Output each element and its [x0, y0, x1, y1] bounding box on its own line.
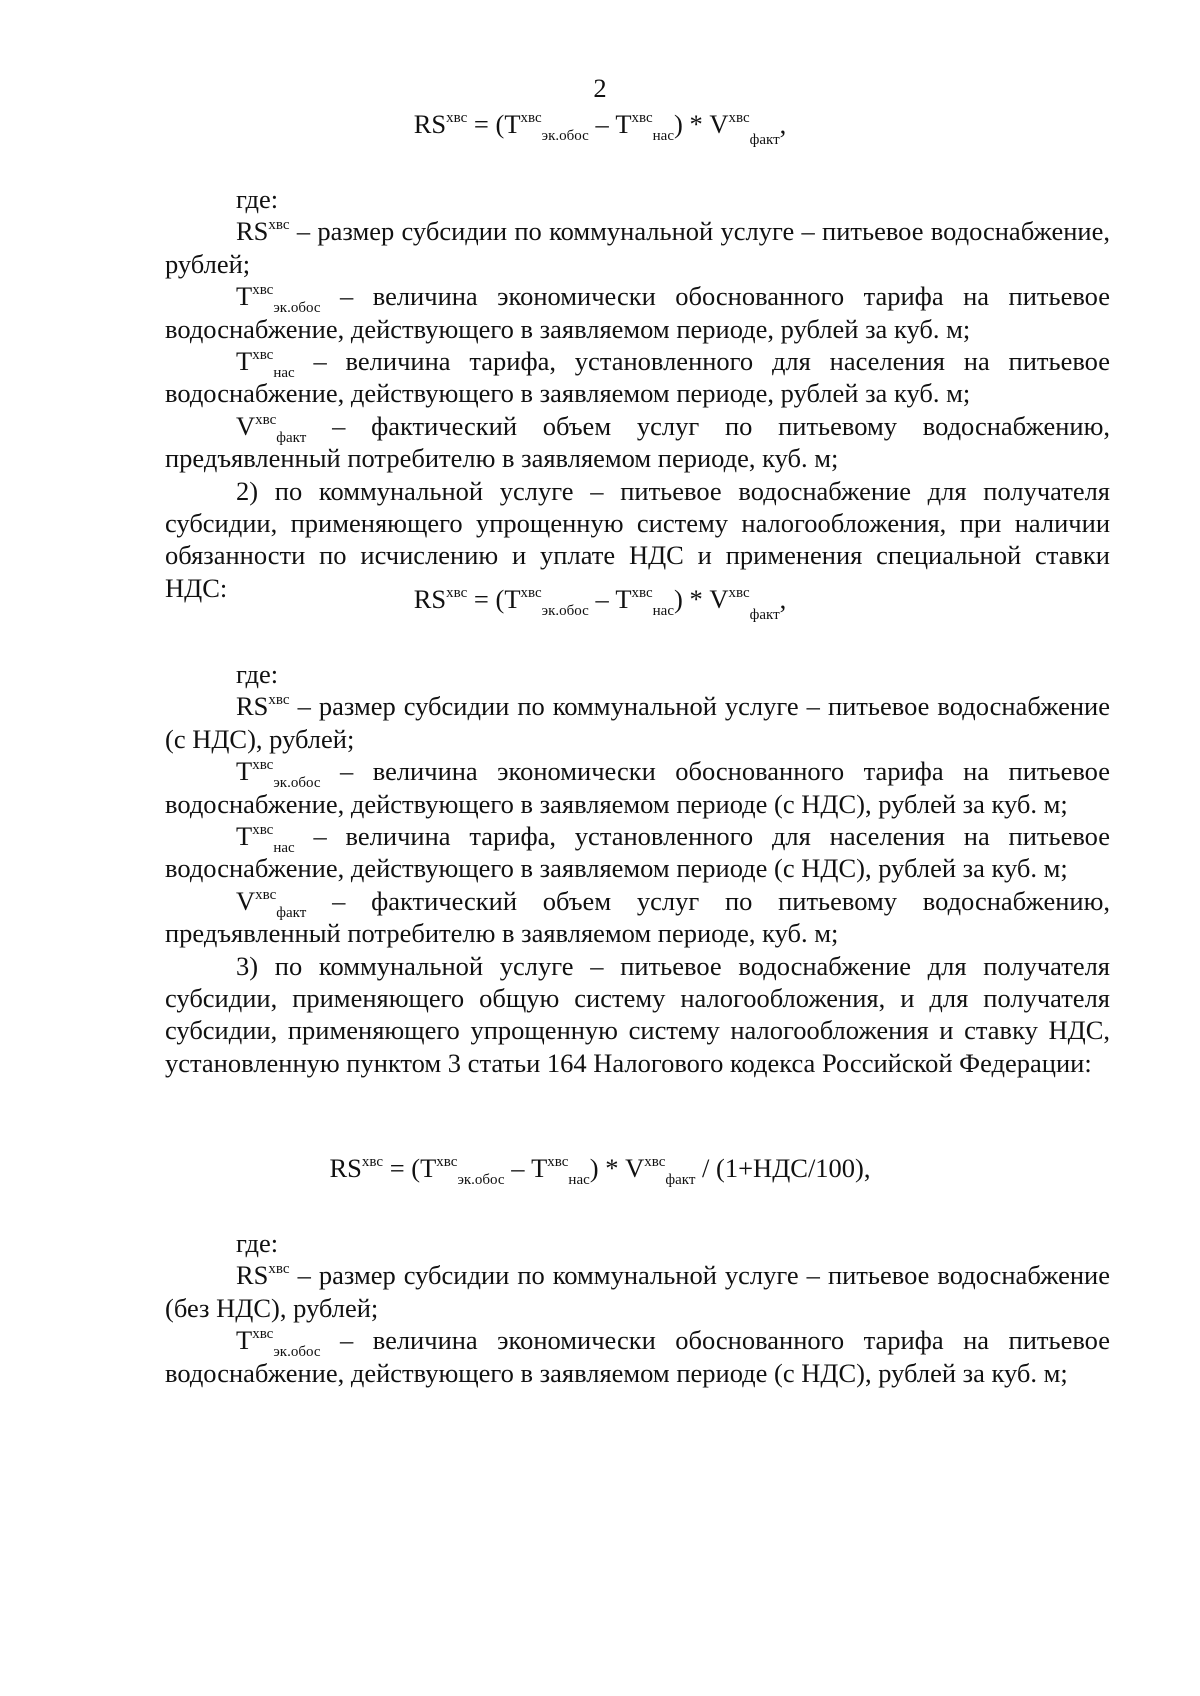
- definition-t-ek: $T^{хвс}_{эк.обос}$ – величина экономически обоснованного тарифа на питьевое водоснабжение, действующего в заявляемом периоде, рублей за куб. м;: [165, 281, 1110, 344]
- text-block-1: [165, 183, 1110, 604]
- definition-rs: $RS^{хвс}$ – размер субсидии по коммунальной услуге – питьевое водоснабжение (без НДС), рублей;: [165, 1260, 1110, 1323]
- item-3: 3) по коммунальной услуге – питьевое водоснабжение для получателя субсидии, применяющего общую систему налогообложения, и для получателя субсидии, применяющего упрощенную систему налогообложения и ставку НДС, установленную пунктом 3 статьи 164 Налогового кодекса Российской Федерации:: [165, 950, 1110, 1078]
- item-2: 2) по коммунальной услуге – питьевое водоснабжение для получателя субсидии, применяющего упрощенную систему налогообложения, при наличии обязанности по исчислению и уплате НДС и применения специальной ставки НДС:: [165, 475, 1110, 603]
- formula-3: $RS^{хвс} = (T^{хвс}_{эк.обос} - T^{хвс}_{нас}) * V^{хвс}_{факт} / (1+НДС/100)$,: [329, 1153, 871, 1188]
- definition-t-ek: $T^{хвс}_{эк.обос}$ – величина экономически обоснованного тарифа на питьевое водоснабжение, действующего в заявляемом периоде (с НДС), рублей за куб. м;: [165, 1325, 1110, 1388]
- definition-rs: $RS^{хвс}$ – размер субсидии по коммунальной услуге – питьевое водоснабжение (с НДС), рублей;: [165, 691, 1110, 754]
- page-number: 2: [593, 73, 607, 103]
- where-label: где:: [236, 184, 279, 214]
- formula-1: $RS^{хвс} = (T^{хвс}_{эк.обос} - T^{хвс}_{нас}) * V^{хвс}_{факт}$,: [413, 109, 787, 148]
- text-block-3: [165, 1227, 1110, 1389]
- definition-t-ek: $T^{хвс}_{эк.обос}$ – величина экономически обоснованного тарифа на питьевое водоснабжение, действующего в заявляемом периоде (с НДС), рублей за куб. м;: [165, 756, 1110, 819]
- formula-lhs: RS: [329, 1153, 362, 1183]
- definition-v: $V^{хвс}_{факт}$ – фактический объем услуг по питьевому водоснабжению, предъявленный потребителю в заявляемом периоде, куб. м;: [165, 410, 1110, 474]
- definition-t-nas: $T^{хвс}_{нас}$ – величина тарифа, установленного для населения на питьевое водоснабжение, действующего в заявляемом периоде (с НДС), рублей за куб. м;: [165, 821, 1110, 884]
- definition-t-nas: $T^{хвс}_{нас}$ – величина тарифа, установленного для населения на питьевое водоснабжение, действующего в заявляемом периоде, рублей за куб. м;: [165, 346, 1110, 409]
- formula-lhs: RS: [413, 584, 447, 614]
- where-label: где:: [236, 1228, 279, 1258]
- formula-2: $RS^{хвс} = (T^{хвс}_{эк.обос} - T^{хвс}_{нас}) * V^{хвс}_{факт}$,: [413, 584, 787, 623]
- where-label: где:: [236, 659, 279, 689]
- definition-rs: $RS^{хвс}$ – размер субсидии по коммунальной услуге – питьевое водоснабжение, рублей;: [165, 216, 1110, 279]
- definition-v: $V^{хвс}_{факт}$ – фактический объем услуг по питьевому водоснабжению, предъявленный потребителю в заявляемом периоде, куб. м;: [165, 885, 1110, 949]
- text-block-2: [165, 658, 1110, 1079]
- formula-lhs: RS: [413, 109, 447, 139]
